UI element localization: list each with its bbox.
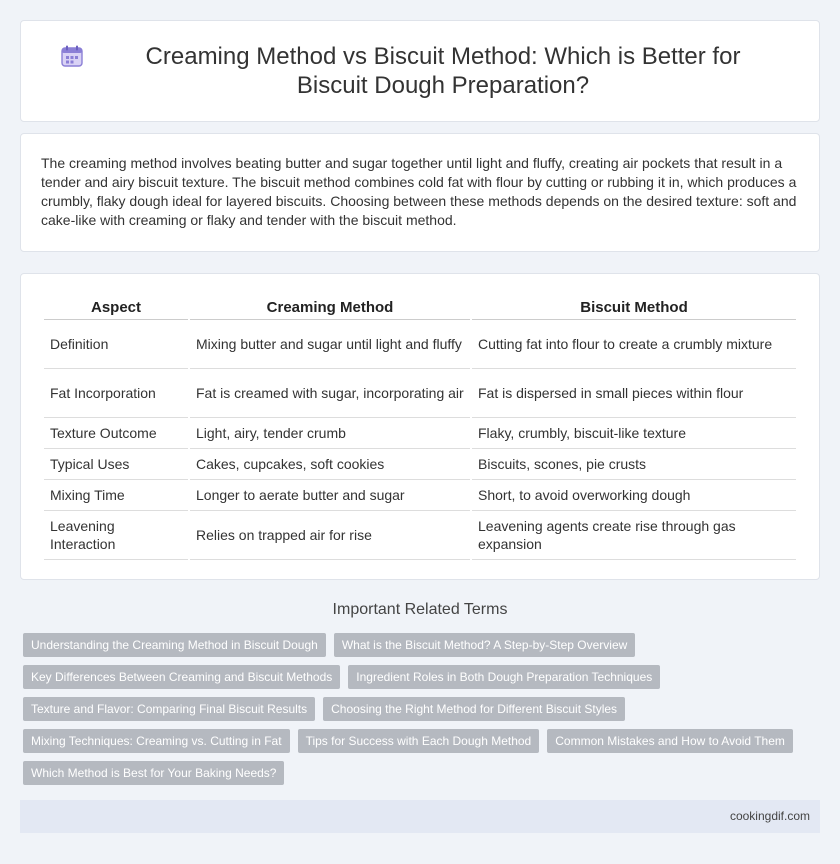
comparison-table <box>42 296 798 560</box>
table-cell: Definition <box>44 320 188 369</box>
table-row <box>44 511 796 560</box>
table-cell: Biscuits, scones, pie crusts <box>472 449 796 480</box>
table-row <box>44 369 796 418</box>
related-term-tag[interactable]: Tips for Success with Each Dough Method <box>298 729 540 753</box>
table-cell: Short, to avoid overworking dough <box>472 480 796 511</box>
related-term-tag[interactable]: What is the Biscuit Method? A Step-by-Step Overview <box>334 633 635 657</box>
table-cell: Fat is creamed with sugar, incorporating air <box>190 369 470 418</box>
table-cell: Mixing butter and sugar until light and fluffy <box>190 320 470 369</box>
table-cell: Cutting fat into flour to create a crumbly mixture <box>472 320 796 369</box>
table-row <box>44 480 796 511</box>
table-row <box>44 449 796 480</box>
column-header-aspect: Aspect <box>44 296 188 320</box>
table-cell: Flaky, crumbly, biscuit-like texture <box>472 418 796 449</box>
table-cell: Light, airy, tender crumb <box>190 418 470 449</box>
table-cell: Mixing Time <box>44 480 188 511</box>
related-terms-title: Important Related Terms <box>332 601 508 618</box>
table-row <box>44 320 796 369</box>
table-cell: Fat is dispersed in small pieces within flour <box>472 369 796 418</box>
table-cell: Fat Incorporation <box>44 369 188 418</box>
column-header-creaming: Creaming Method <box>190 296 470 320</box>
table-cell: Leavening Interaction <box>44 511 188 560</box>
intro-paragraph: The creaming method involves beating butter and sugar together until light and fluffy, creating air pockets that result in a tender and airy biscuit texture. The biscuit method combines cold fat with flour by cutting or rubbing it in, which produces a crumbly, flaky dough ideal for layered biscuits. Choosing between these methods depends on the desired texture: soft and cake-like with creaming or flaky and tender with the biscuit method. <box>41 155 797 228</box>
footer <box>20 800 820 833</box>
related-term-tag[interactable]: Mixing Techniques: Creaming vs. Cutting in Fat <box>23 729 290 753</box>
related-term-tag[interactable]: Common Mistakes and How to Avoid Them <box>547 729 793 753</box>
related-term-tag[interactable]: Understanding the Creaming Method in Biscuit Dough <box>23 633 326 657</box>
related-term-tag[interactable]: Ingredient Roles in Both Dough Preparation Techniques <box>348 665 660 689</box>
related-terms-list <box>23 633 823 785</box>
comparison-card <box>20 273 820 580</box>
table-row <box>44 418 796 449</box>
site-name[interactable]: cookingdif.com <box>729 809 810 823</box>
table-cell: Longer to aerate butter and sugar <box>190 480 470 511</box>
table-cell: Texture Outcome <box>44 418 188 449</box>
related-term-tag[interactable]: Choosing the Right Method for Different Biscuit Styles <box>323 697 625 721</box>
related-term-tag[interactable]: Texture and Flavor: Comparing Final Biscuit Results <box>23 697 315 721</box>
table-cell: Relies on trapped air for rise <box>190 511 470 560</box>
related-term-tag[interactable]: Key Differences Between Creaming and Biscuit Methods <box>23 665 340 689</box>
related-term-tag[interactable]: Which Method is Best for Your Baking Needs? <box>23 761 284 785</box>
page-title: Creaming Method vs Biscuit Method: Which is Better for Biscuit Dough Preparation? <box>145 43 741 99</box>
column-header-biscuit: Biscuit Method <box>472 296 796 320</box>
intro-card <box>20 133 820 252</box>
title-card <box>20 20 820 122</box>
table-cell: Cakes, cupcakes, soft cookies <box>190 449 470 480</box>
table-cell: Leavening agents create rise through gas expansion <box>472 511 796 560</box>
calendar-icon <box>61 45 83 67</box>
table-cell: Typical Uses <box>44 449 188 480</box>
table-header-row <box>44 296 796 320</box>
